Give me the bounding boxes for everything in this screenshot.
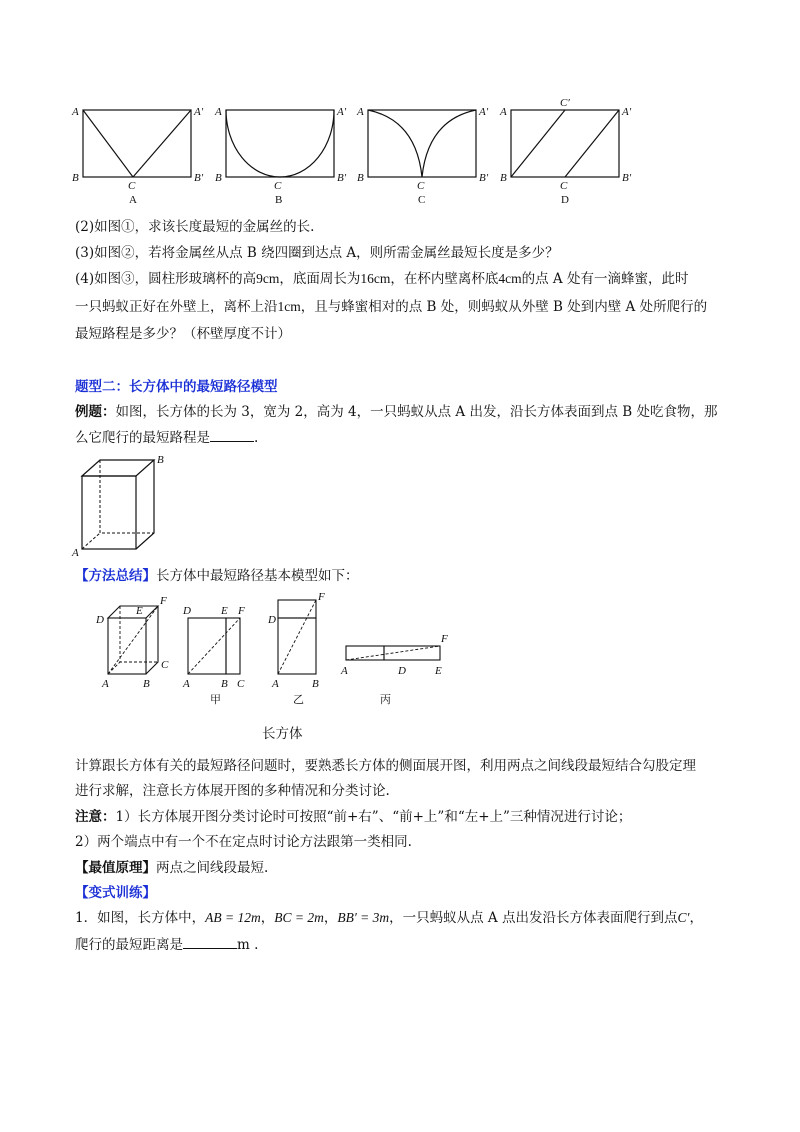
ex1-text-e: 爬行的最短距离是 [75,937,183,953]
yi-a: A [272,678,279,690]
jia-c: C [237,678,245,690]
example-text2: 么它爬行的最短路程是 [75,430,210,446]
q4-text-c: ，在杯内壁离杯底 [390,271,499,287]
panel-c-br: B′ [479,172,489,184]
jia-f: F [238,605,245,617]
ex1-bb: BB′ = 3m [337,910,390,925]
panel-d [499,97,632,206]
cuboid-f: F [160,595,167,607]
example-label: 例题： [75,404,116,420]
cuboid-c: C [161,659,169,671]
panel-a [71,106,204,206]
example-text1: 如图，长方体的长为 3，宽为 2，高为 4，一只蚂蚁从点 A 出发，沿长方体表面到点 B 处吃食物，那 [115,404,718,420]
yi-f: F [318,591,325,603]
cuboid-b: B [143,678,150,690]
cuboid-figure [68,452,168,560]
panel-d-br: B′ [622,172,632,184]
para1-line2: 进行求解，注意长方体展开图的多种情况和分类讨论. [75,783,390,799]
cuboid-d: D [96,614,104,626]
method-text: 长方体中最短路径基本模型如下： [156,568,359,584]
panel-d-bl: B [500,172,507,184]
note1: 1）长方体展开图分类讨论时可按照“前+右”、“前+上”和“左+上”三种情况进行讨论； [115,809,632,825]
q4-circumference: 16cm [360,271,391,286]
ex1-ab: AB = 12m [205,910,261,925]
principle-text: 两点之间线段最短. [156,860,269,876]
q4-text-d: 的点 A 处有一滴蜂蜜，此时 [521,271,689,287]
panel-a-bl: B [72,172,79,184]
panel-d-tr: A′ [622,106,632,118]
q4-height: 9cm [256,271,280,286]
bing-caption: 丙 [380,694,391,706]
variant-title [75,884,156,902]
model-yi [267,591,325,706]
yi-d: D [268,614,276,626]
panel-b-bc: C [274,180,282,192]
panel-c-bl: B [357,172,364,184]
panel-a-br: B′ [194,172,204,184]
cuboid-label-a: A [72,547,79,559]
example-line1 [75,403,717,421]
ex1-bc: BC = 2m [274,910,324,925]
panel-b-tl: A [215,106,222,118]
example-end: . [254,430,259,446]
note-label: 注意： [75,809,116,825]
panel-b-caption: B [275,194,283,206]
top-figure [60,95,640,210]
ex1-c-prime: C′ [677,910,690,925]
section-2-title: 题型二：长方体中的最短路径模型 [75,379,278,395]
q4-text-a: (4)如图③，圆柱形玻璃杯的高 [75,271,257,287]
ex1-answer-blank [183,936,237,949]
model-cuboid [95,595,169,690]
ex1-text-b: ，一只蚂蚁从点 A 点出发沿长方体表面爬行到点 [389,910,678,926]
bing-a: A [341,665,348,677]
jia-e: E [221,605,228,617]
bing-e: E [435,665,442,677]
panel-d-caption: D [561,194,569,206]
panel-b-bl: B [215,172,222,184]
panel-c-caption: C [418,194,426,206]
panel-a-tl: A [72,106,79,118]
q4-text-b: ，底面周长为 [279,271,361,287]
model-jia [182,605,245,706]
question-3: (3)如图②，若将金属丝从点 B 绕四圈到达点 A，则所需金属丝最短长度是多少？ [75,245,559,261]
panel-c-tr: A′ [479,106,489,118]
question-4-line3: 最短路程是多少？（杯壁厚度不计） [75,326,291,342]
q4-rim: 1cm [277,299,301,314]
exercise1-line2 [75,936,258,954]
question-2: (2)如图①，求该长度最短的金属丝的长. [75,219,315,235]
panel-c [356,106,489,206]
method-summary [75,567,359,585]
panel-a-caption: A [129,194,137,206]
para1-line1: 计算跟长方体有关的最短路径问题时，要熟悉长方体的侧面展开图，利用两点之间线段最短结合勾股定理 [75,758,696,774]
principle-line [75,859,268,877]
model-bing [340,633,448,706]
note-line1 [75,808,631,826]
cuboid-e: E [136,605,143,617]
panel-b [214,106,347,206]
yi-caption: 乙 [293,694,304,706]
question-4-line2 [75,298,707,316]
variant-label: 【变式训练】 [75,885,156,901]
ex1-text-d: ， [689,910,703,926]
model-figure [90,590,460,710]
panel-b-br: B′ [337,172,347,184]
panel-d-bc: C [560,180,568,192]
question-4-line1 [75,270,688,288]
panel-c-bc: C [417,180,425,192]
model-caption: 长方体 [262,726,303,742]
principle-label: 【最值原理】 [75,860,156,876]
note-line2: 2）两个端点中有一个不在定点时讨论方法跟第一类相同. [75,834,412,850]
bing-f: F [441,633,448,645]
panel-d-tl: A [500,106,507,118]
yi-b: B [312,678,319,690]
method-label: 【方法总结】 [75,568,156,584]
q4-text-f: ，且与蜂蜜相对的点 B 处，则蚂蚁从外壁 B 处到内壁 A 处所爬行的 [300,299,708,315]
panel-b-tr: A′ [337,106,347,118]
panel-c-tl: A [357,106,364,118]
panel-a-bc: C [128,180,136,192]
q4-distance: 4cm [498,271,522,286]
jia-b: B [221,678,228,690]
jia-d: D [183,605,191,617]
cuboid-label-b: B [157,454,164,466]
panel-d-tc: C′ [560,97,570,109]
answer-blank [210,429,254,442]
cuboid-a: A [102,678,109,690]
ex1-text-a: 1．如图，长方体中， [75,910,206,926]
ex1-unit: m . [237,937,259,953]
panel-a-tr: A′ [194,106,204,118]
bing-d: D [398,665,406,677]
example-line2 [75,429,258,447]
jia-caption: 甲 [210,694,221,706]
exercise1-line1: 1．如图，长方体中，AB = 12m，BC = 2m，BB′ = 3m，一只蚂蚁从点 A 点出发沿长方体表面爬行到点C′， [75,910,703,926]
jia-a: A [183,678,190,690]
q4-text-e: 一只蚂蚁正好在外壁上，离杯上沿 [75,299,278,315]
